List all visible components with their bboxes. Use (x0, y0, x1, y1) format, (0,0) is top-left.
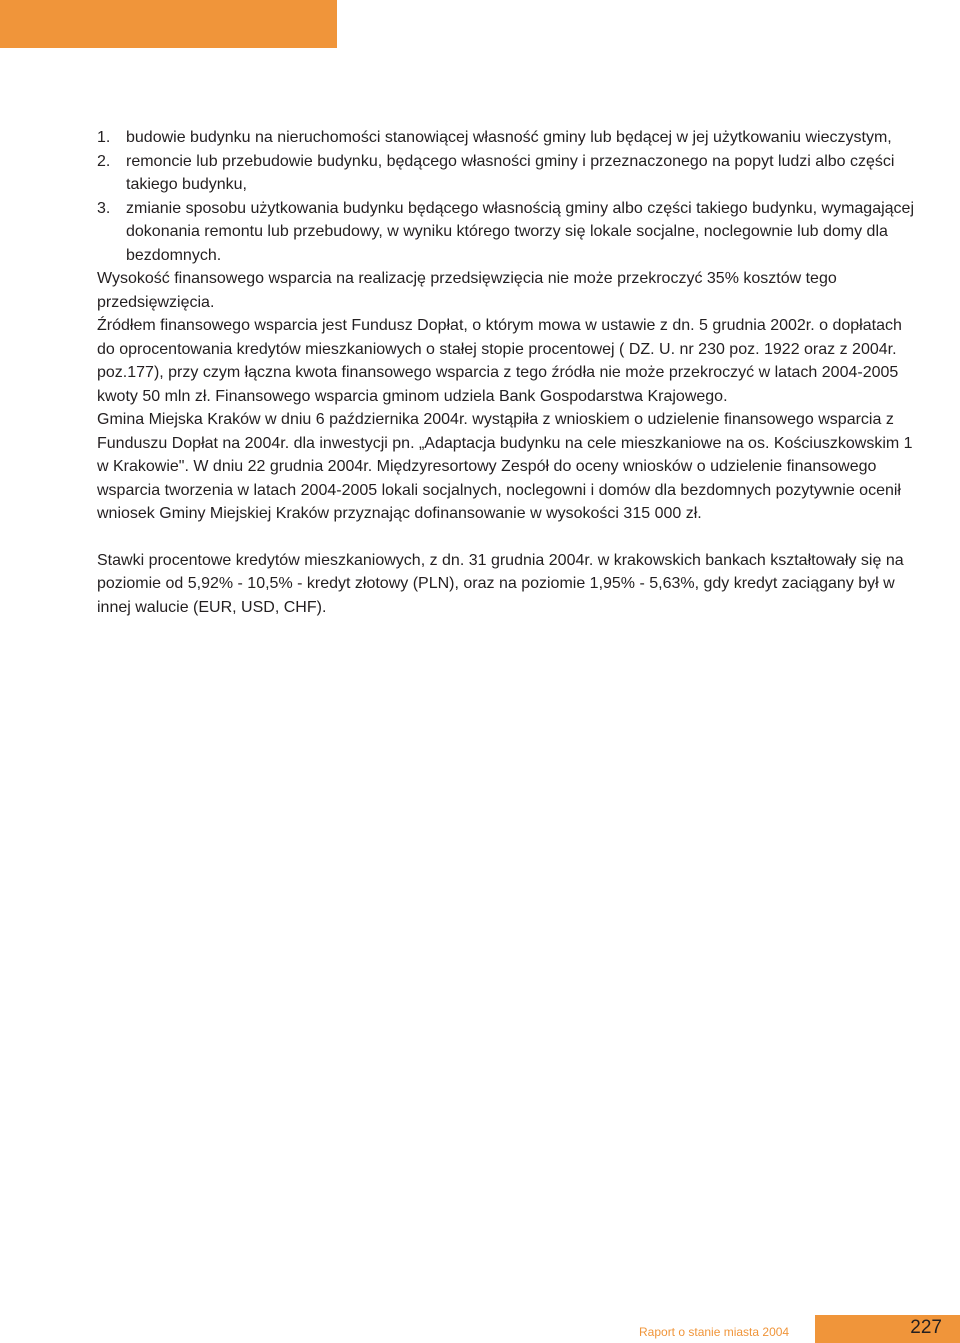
list-item (97, 126, 917, 150)
list-item (97, 197, 917, 268)
paragraph-interest-rates: Stawki procentowe kredytów mieszkaniowych, z dn. 31 grudnia 2004r. w krakowskich bankach kształtowały się na poziomie od 5,92% - 10,5% - kredyt złotowy (PLN), oraz na poziomie 1,95% - 5,63%, gdy kredyt zaciągany był w innej walucie (EUR, USD, CHF). (97, 551, 904, 616)
paragraph-funding-limit: Wysokość finansowego wsparcia na realizację przedsięwzięcia nie może przekroczyć 35% kosztów tego przedsięwzięcia. (97, 270, 837, 311)
list-item-text: zmianie sposobu użytkowania budynku będącego własnością gminy albo części takiego budynku, wymagającej dokonania remontu lub przebudowy, w wyniku którego tworzy się lokale socjalne, noclegownie lub domy dla bezdomnych. (126, 199, 915, 264)
list-item-number: 1. (97, 129, 111, 146)
list-item (97, 150, 917, 197)
page-number: 227 (910, 1317, 942, 1338)
paragraph-funding-source: Źródłem finansowego wsparcia jest Fundusz Dopłat, o którym mowa w ustawie z dn. 5 grudnia 2002r. o dopłatach do oprocentowania kredytów mieszkaniowych o stałej stopie procentowej ( DZ. U. nr 230 poz. 1922 oraz z 2004r. poz.177), przy czym łączna kwota finansowego wsparcia z tego źródła nie może przekroczyć w latach 2004-2005 kwoty 50 mln zł. Finansowego wsparcia gminom udziela Bank Gospodarstwa Krajowego. (97, 317, 902, 405)
paragraph-krakow-application: Gmina Miejska Kraków w dniu 6 października 2004r. wystąpiła z wnioskiem o udzielenie finansowego wsparcia z Funduszu Dopłat na 2004r. dla inwestycji pn. „Adaptacja budynku na cele mieszkaniowe na os. Kościuszkowskim 1 w Krakowie". W dniu 22 grudnia 2004r. Międzyresortowy Zespół do oceny wniosków o udzielenie finansowego wsparcia tworzenia w latach 2004-2005 lokali socjalnych, noclegowni i domów dla bezdomnych pozytywnie ocenił wniosek Gminy Miejskiej Kraków przyznając dofinansowanie w wysokości 315 000 zł. (97, 411, 913, 522)
page-number-box (815, 1315, 960, 1343)
numbered-list (97, 126, 917, 267)
list-item-text: budowie budynku na nieruchomości stanowiącej własność gminy lub będącej w jej użytkowaniu wieczystym, (126, 129, 892, 146)
footer-report-title: Raport o stanie miasta 2004 (639, 1325, 790, 1339)
list-item-number: 3. (97, 199, 111, 217)
paragraph-spacer (97, 526, 917, 549)
list-item-number: 2. (97, 152, 111, 170)
document-body (97, 126, 917, 619)
top-accent-bar (0, 0, 337, 48)
list-item-text: remoncie lub przebudowie budynku, będącego własności gminy i przeznaczonego na popyt ludzi albo części takiego budynku, (126, 152, 895, 193)
